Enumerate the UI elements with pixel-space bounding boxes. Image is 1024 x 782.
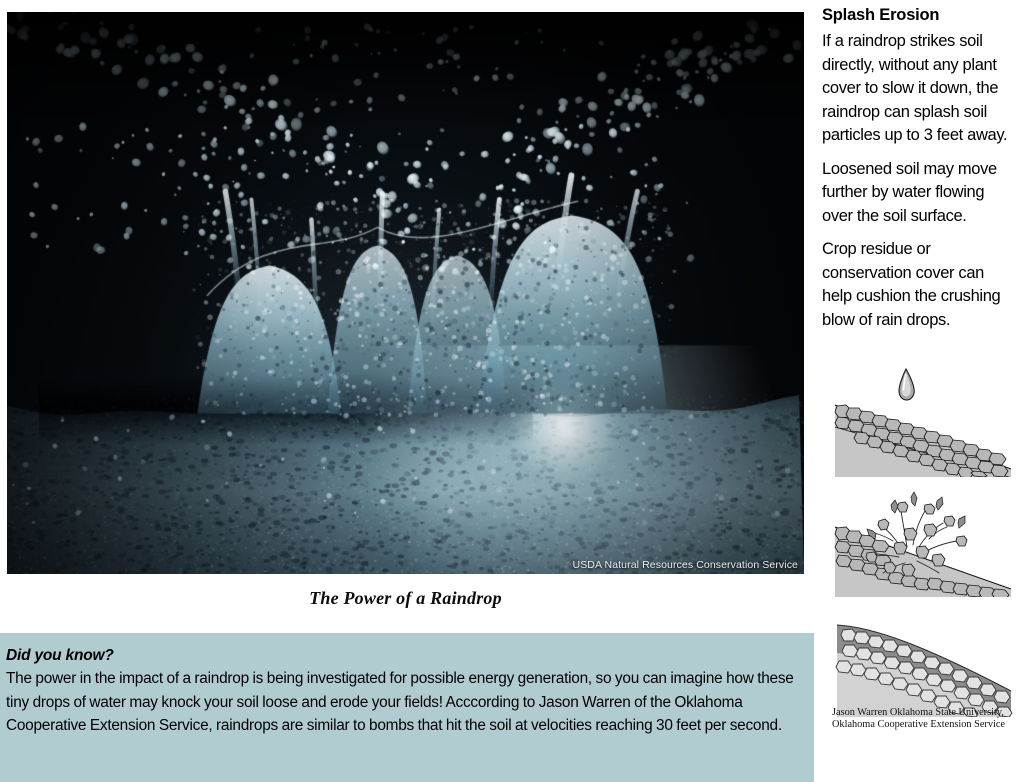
erosion-diagram-stack [833,365,1015,725]
diagram-credit: Jason Warren Oklahoma State University, Oklahoma Cooperative Extension Service [832,707,1005,731]
photo-credit-overlay: USDA Natural Resources Conservation Service [572,559,798,571]
sealed-soil-surface-diagram [833,605,1015,717]
falling-raindrop-icon [899,369,914,400]
sidebar-paragraph-3: Crop residue or conservation cover can help cushion the crushing blow of rain drops. [822,240,1001,329]
did-you-know-box [0,633,814,782]
splash-erosion-sidebar [818,0,1024,782]
did-you-know-heading: Did you know? [6,647,114,664]
sidebar-paragraph-1: If a raindrop strikes soil directly, without any plant cover to slow it down, the raindrop can splash soil particles up to 3 feet away. [822,32,1008,144]
raindrop-impact-splash-diagram [833,485,1015,597]
did-you-know-body: The power in the impact of a raindrop is being investigated for possible energy generation, so you can imagine how these tiny drops of water may knock your soil loose and erode your fields! Acccording to Jason Warren of the Oklahoma Cooperative Extension Service, raindrops are similar to bombs that hit the soil at velocities reaching 30 feet per second. [6,670,794,734]
raindrop-photo-canvas [7,12,804,574]
sidebar-title: Splash Erosion [822,6,940,24]
photo-caption: The Power of a Raindrop [309,588,502,608]
raindrop-photo [7,12,804,574]
sidebar-paragraph-2: Loosened soil may move further by water flowing over the soil surface. [822,159,997,225]
raindrop-approaching-soil-diagram [833,365,1015,477]
